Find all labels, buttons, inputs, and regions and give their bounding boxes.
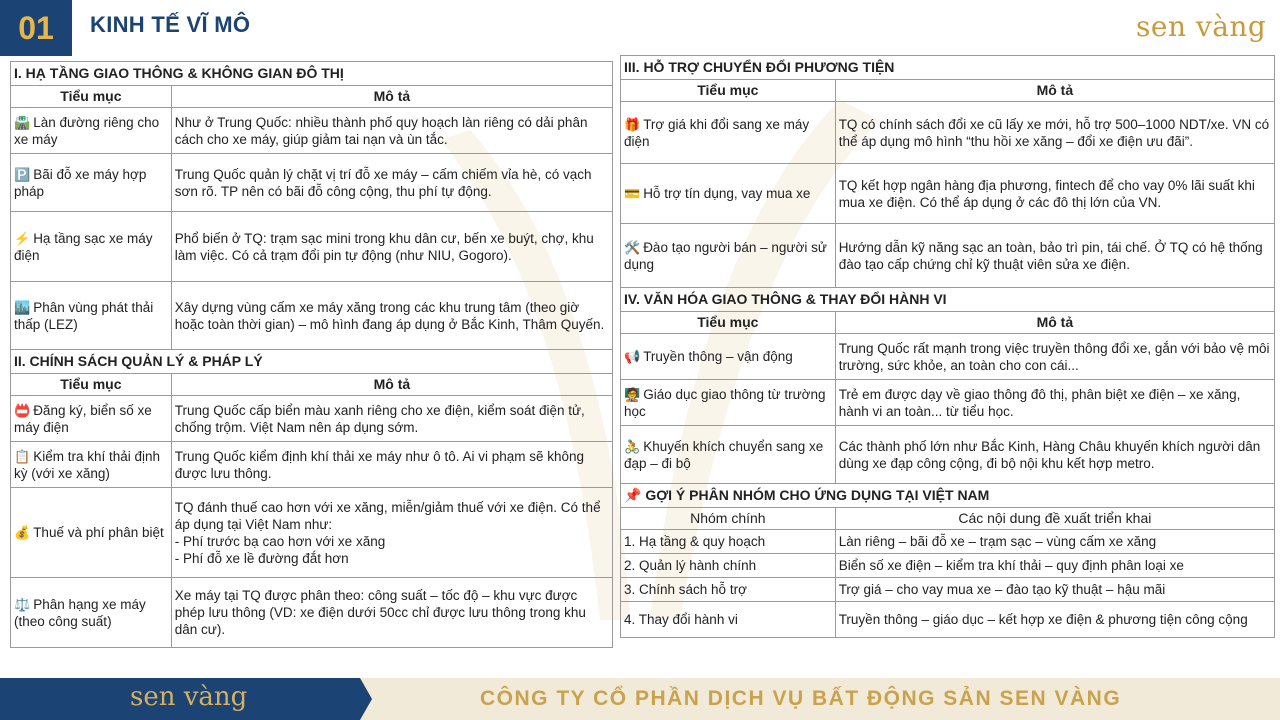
row-item: 🛣️ Làn đường riêng cho xe máy	[11, 108, 172, 154]
section-title: 📌 GỢI Ý PHÂN NHÓM CHO ỨNG DỤNG TẠI VIỆT NAM	[621, 484, 1275, 508]
row-description: Phổ biến ở TQ: trạm sạc mini trong khu dân cư, bến xe buýt, chợ, khu làm việc. Có cả trạm đổi pin tự động (như NIU, Gogoro).	[171, 212, 612, 282]
row-item: 🧑‍🏫 Giáo dục giao thông từ trường học	[621, 380, 836, 426]
row-description: Xe máy tại TQ được phân theo: công suất – tốc độ – khu vực được phép lưu thông (VD: xe điện dưới 50cc chỉ được lưu thông trong khu dân cư).	[171, 578, 612, 648]
row-item: 🚴 Khuyến khích chuyển sang xe đạp – đi bộ	[621, 426, 836, 484]
row-item: 💰 Thuế và phí phân biệt	[11, 488, 172, 578]
footer	[0, 678, 1280, 720]
footer-company-name: CÔNG TY CỔ PHẦN DỊCH VỤ BẤT ĐỘNG SẢN SEN VÀNG	[480, 687, 1122, 710]
table-row	[621, 426, 1275, 484]
table-row	[621, 578, 1275, 602]
row-item: 1. Hạ tầng & quy hoạch	[621, 530, 836, 554]
row-icon: 📛	[14, 402, 31, 418]
table-row	[11, 282, 613, 350]
column-header-desc: Mô tả	[171, 86, 612, 108]
row-description: Trung Quốc quản lý chặt vị trí đỗ xe máy – cấm chiếm vỉa hè, có vạch sơn rõ. TP nên có bãi đỗ công cộng, thu phí tự động.	[171, 154, 612, 212]
row-icon: 🧑‍🏫	[624, 386, 641, 402]
row-description: Trung Quốc cấp biển màu xanh riêng cho xe điện, kiểm soát điện tử, chống trộm. Việt Nam nên áp dụng sớm.	[171, 396, 612, 442]
table-row	[621, 554, 1275, 578]
row-description: Như ở Trung Quốc: nhiều thành phố quy hoạch làn riêng có dải phân cách cho xe máy, giúp giảm tai nạn và ùn tắc.	[171, 108, 612, 154]
row-item: 2. Quản lý hành chính	[621, 554, 836, 578]
row-description: Truyền thông – giáo dục – kết hợp xe điện & phương tiện công cộng	[835, 602, 1274, 638]
row-icon: 💰	[14, 525, 31, 540]
table-row	[621, 380, 1275, 426]
row-description: Làn riêng – bãi đỗ xe – trạm sạc – vùng cấm xe xăng	[835, 530, 1274, 554]
column-header-desc: Mô tả	[835, 80, 1274, 102]
column-header-desc: Các nội dung đề xuất triển khai	[835, 508, 1274, 530]
row-item: 📋 Kiểm tra khí thải định kỳ (với xe xăng)	[11, 442, 172, 488]
table-row	[621, 164, 1275, 224]
table-row	[621, 602, 1275, 638]
row-description: Trẻ em được dạy về giao thông đô thị, phân biệt xe điện – xe xăng, hành vi an toàn... từ tiểu học.	[835, 380, 1274, 426]
row-description: Biển số xe điện – kiểm tra khí thải – quy định phân loại xe	[835, 554, 1274, 578]
row-item: 📢 Truyền thông – vận động	[621, 334, 836, 380]
column-header-desc: Mô tả	[835, 312, 1274, 334]
column-header-desc: Mô tả	[171, 374, 612, 396]
row-icon: 🅿️	[14, 166, 31, 182]
row-item: 🎁 Trợ giá khi đổi sang xe máy điện	[621, 102, 836, 164]
right-table	[620, 55, 1275, 638]
table-row	[11, 154, 613, 212]
row-description: Các thành phố lớn như Bắc Kinh, Hàng Châu khuyến khích người dân dùng xe đạp công cộng, đi bộ nội khu kết hợp metro.	[835, 426, 1274, 484]
column-header-item: Tiểu mục	[621, 312, 836, 334]
table-row	[621, 102, 1275, 164]
row-icon: 🛣️	[14, 114, 31, 130]
table-row	[621, 224, 1275, 288]
row-item: 🛠️ Đào tạo người bán – người sử dụng	[621, 224, 836, 288]
slide-number: 01	[0, 0, 72, 56]
brand-logo-text: sen vàng	[1136, 10, 1267, 43]
row-description: Xây dựng vùng cấm xe máy xăng trong các khu trung tâm (theo giờ hoặc toàn thời gian) – mô hình đang áp dụng ở Bắc Kinh, Thâm Quyến.	[171, 282, 612, 350]
row-description: Hướng dẫn kỹ năng sạc an toàn, bảo trì pin, tái chế. Ở TQ có hệ thống đào tạo cấp chứng chỉ kỹ thuật viên sửa xe điện.	[835, 224, 1274, 288]
row-item: ⚖️ Phân hạng xe máy (theo công suất)	[11, 578, 172, 648]
row-item: 4. Thay đổi hành vi	[621, 602, 836, 638]
page-title: KINH TẾ VĨ MÔ	[90, 12, 251, 37]
row-icon: ⚖️	[14, 596, 31, 612]
section-title: II. CHÍNH SÁCH QUẢN LÝ & PHÁP LÝ	[11, 350, 613, 374]
row-description: TQ kết hợp ngân hàng địa phương, fintech để cho vay 0% lãi suất khi mua xe điện. Có thể áp dụng ở các đô thị lớn của VN.	[835, 164, 1274, 224]
row-item: 💳 Hỗ trợ tín dụng, vay mua xe	[621, 164, 836, 224]
column-header-item: Nhóm chính	[621, 508, 836, 530]
row-description: TQ đánh thuế cao hơn với xe xăng, miễn/giảm thuế với xe điện. Có thể áp dụng tại Việt Nam như: - Phí trước bạ cao hơn với xe xăng - Phí đỗ xe lề đường đắt hơn	[171, 488, 612, 578]
table-row	[11, 396, 613, 442]
footer-logo-text: sen vàng	[130, 682, 248, 712]
row-item: 🅿️ Bãi đỗ xe máy hợp pháp	[11, 154, 172, 212]
table-row	[11, 108, 613, 154]
left-table	[10, 61, 613, 648]
row-icon: 🚴	[624, 438, 641, 454]
column-header-item: Tiểu mục	[11, 374, 172, 396]
row-item: 🏙️ Phân vùng phát thải thấp (LEZ)	[11, 282, 172, 350]
table-row	[11, 488, 613, 578]
row-icon: ⚡	[14, 230, 31, 246]
column-header-item: Tiểu mục	[621, 80, 836, 102]
row-icon: 🏙️	[14, 299, 31, 315]
row-icon: 💳	[624, 186, 641, 201]
table-row	[11, 212, 613, 282]
table-row	[621, 530, 1275, 554]
row-icon: 📢	[624, 349, 641, 364]
row-description: Trợ giá – cho vay mua xe – đào tạo kỹ thuật – hậu mãi	[835, 578, 1274, 602]
row-item: ⚡ Hạ tầng sạc xe máy điện	[11, 212, 172, 282]
section-title: I. HẠ TẦNG GIAO THÔNG & KHÔNG GIAN ĐÔ THỊ	[11, 62, 613, 86]
row-icon: 📋	[14, 448, 31, 464]
row-description: Trung Quốc kiểm định khí thải xe máy như ô tô. Ai vi phạm sẽ không được lưu thông.	[171, 442, 612, 488]
brand-logo	[1132, 2, 1272, 50]
column-header-item: Tiểu mục	[11, 86, 172, 108]
table-row	[11, 442, 613, 488]
row-item: 3. Chính sách hỗ trợ	[621, 578, 836, 602]
row-icon: 🎁	[624, 116, 641, 132]
table-row	[621, 334, 1275, 380]
row-icon: 🛠️	[624, 239, 641, 255]
section-title: III. HỖ TRỢ CHUYỂN ĐỔI PHƯƠNG TIỆN	[621, 56, 1275, 80]
row-item: 📛 Đăng ký, biển số xe máy điện	[11, 396, 172, 442]
row-description: TQ có chính sách đổi xe cũ lấy xe mới, hỗ trợ 500–1000 NDT/xe. VN có thể áp dụng mô hình “thu hồi xe xăng – đổi xe điện ưu đãi”.	[835, 102, 1274, 164]
section-title: IV. VĂN HÓA GIAO THÔNG & THAY ĐỔI HÀNH VI	[621, 288, 1275, 312]
row-description: Trung Quốc rất mạnh trong việc truyền thông đổi xe, gắn với bảo vệ môi trường, sức khỏe, an toàn cho con cái...	[835, 334, 1274, 380]
table-row	[11, 578, 613, 648]
